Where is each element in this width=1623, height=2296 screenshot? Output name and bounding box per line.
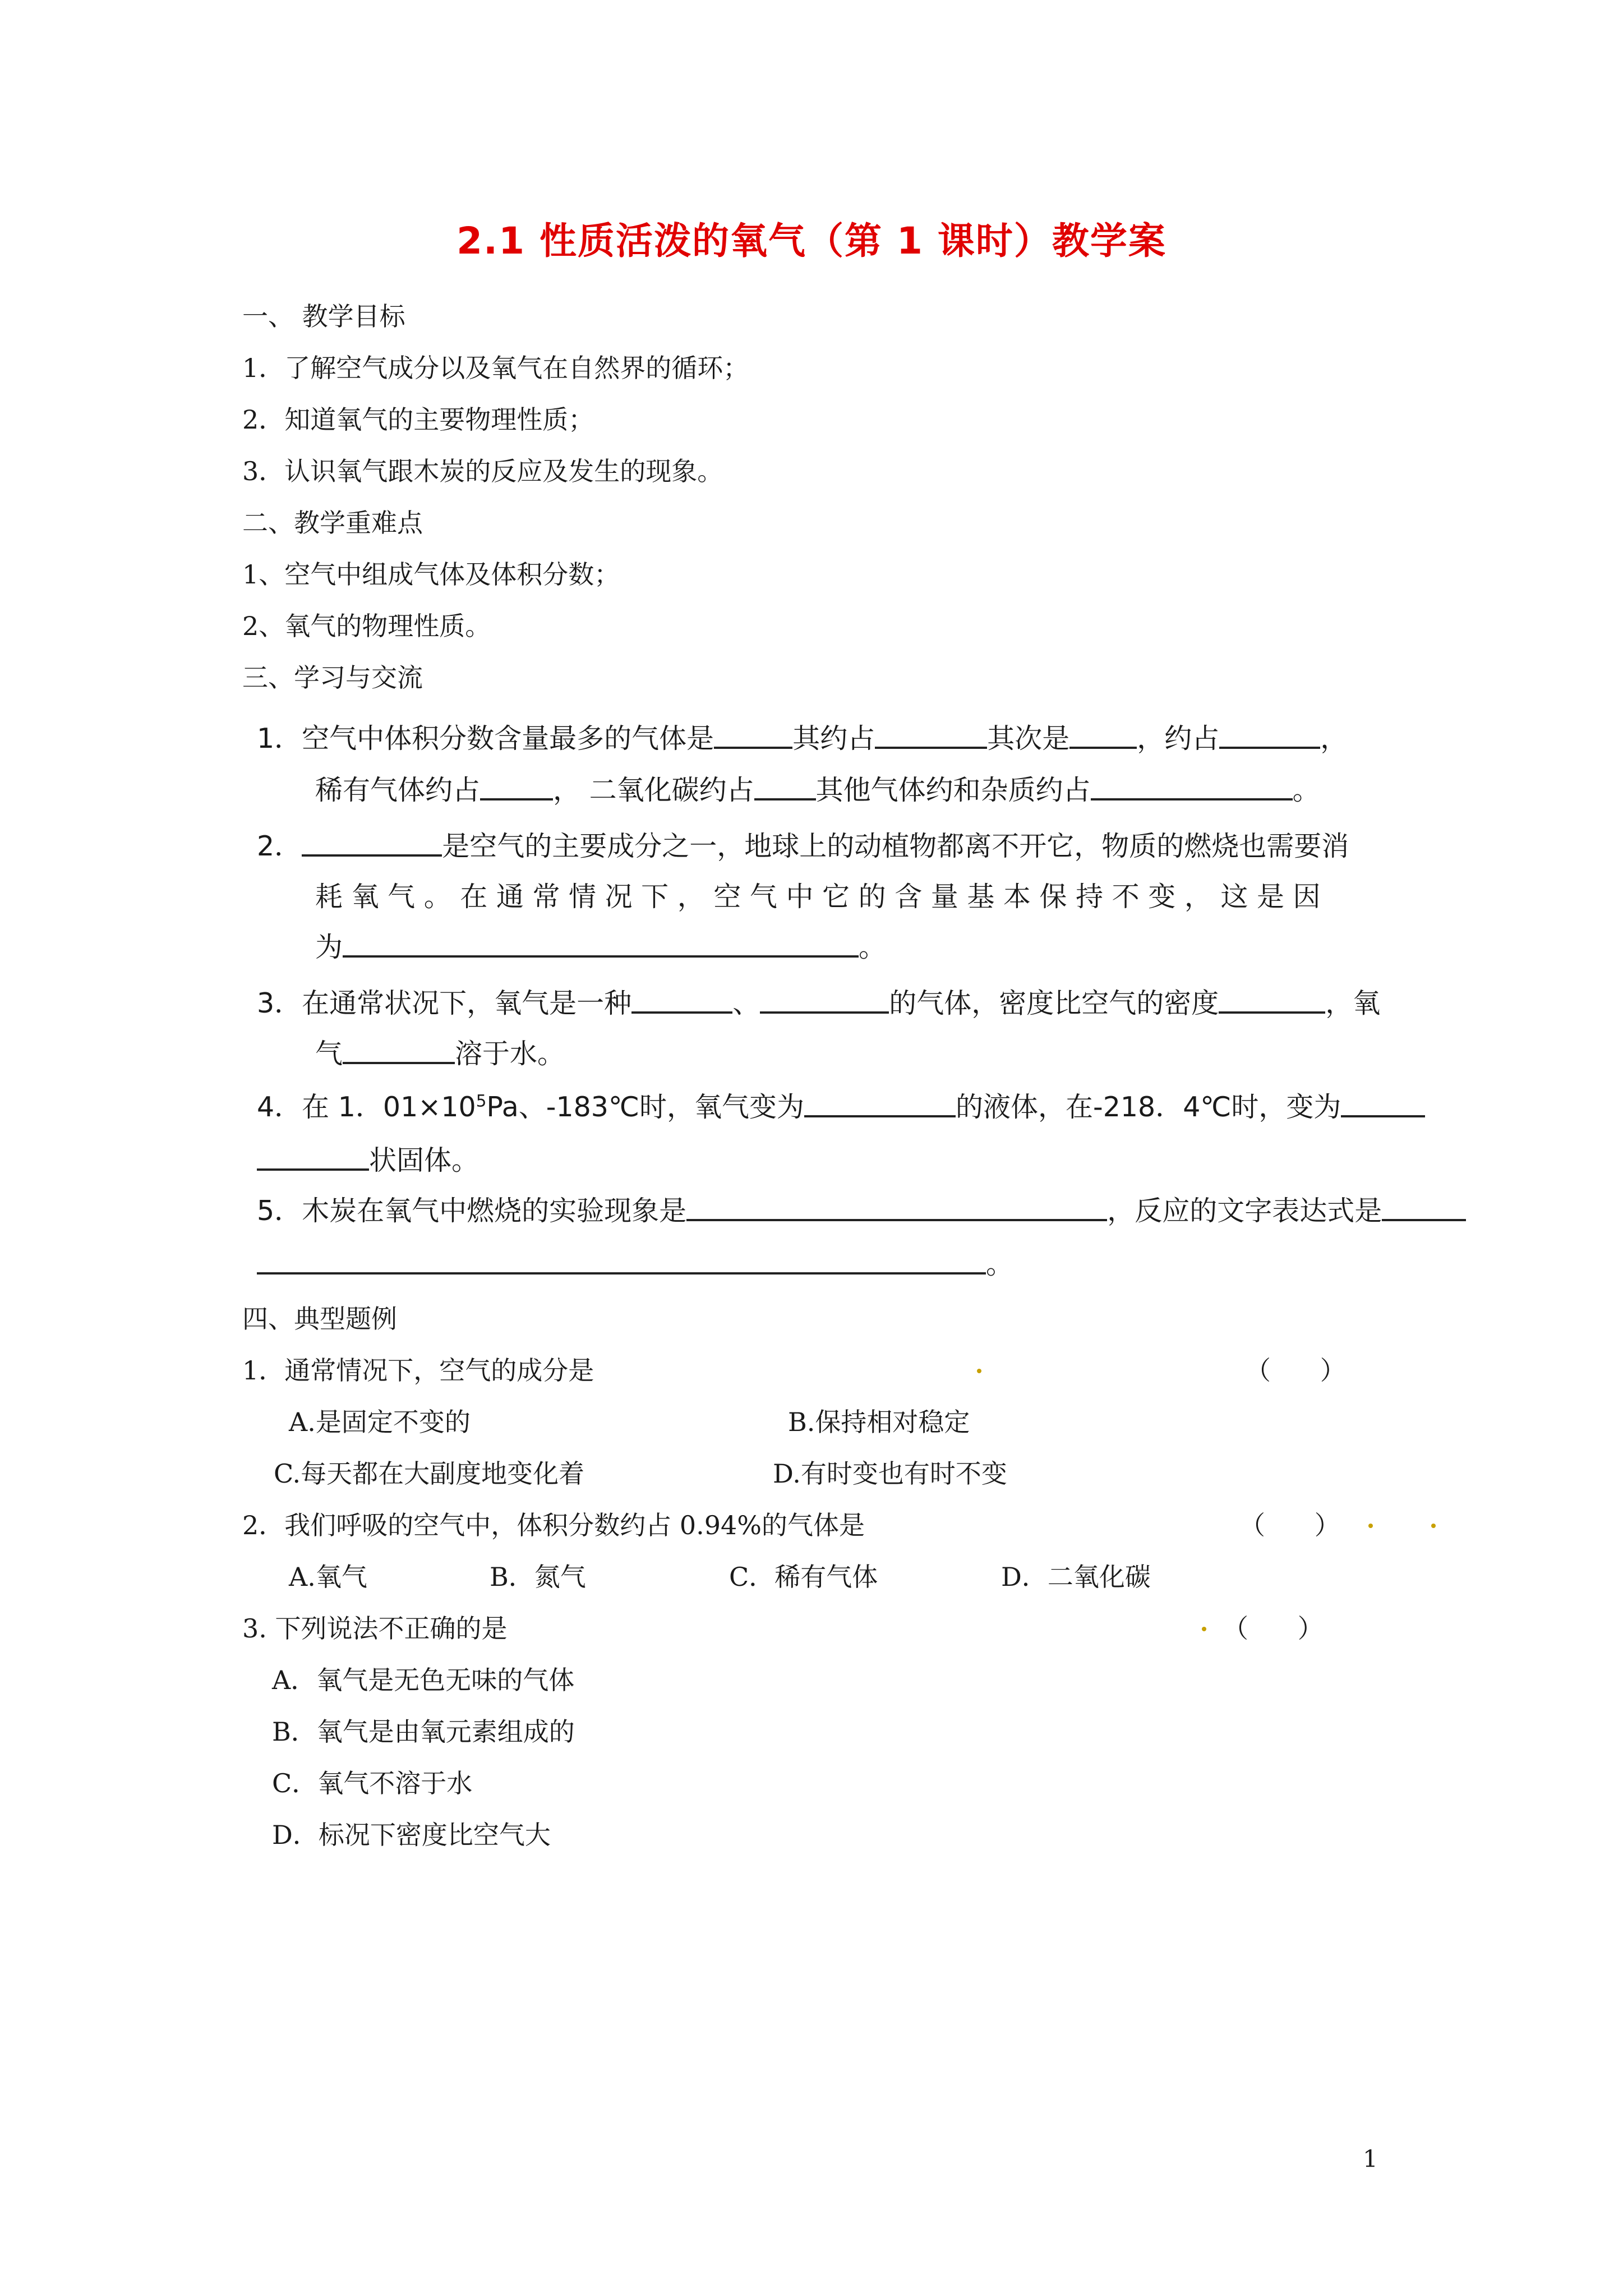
example-question-1: 1．通常情况下，空气的成分是 [242, 1355, 594, 1386]
option-a[interactable]: A.氧气 [289, 1562, 367, 1592]
study-q1-text: 其他气体约和杂质约占 [815, 774, 1091, 806]
fill-blank[interactable] [714, 719, 792, 749]
study-q5-text: 。 [986, 1248, 1014, 1280]
fill-blank[interactable] [804, 1088, 956, 1117]
page-number: 1 [1363, 2145, 1378, 2173]
study-question-2-line-1 [257, 825, 1349, 864]
goal-item: 3．认识氧气跟木炭的反应及发生的现象。 [242, 456, 723, 486]
fill-blank[interactable] [1219, 984, 1325, 1014]
fill-blank[interactable] [1382, 1191, 1466, 1221]
study-question-5-line-1 [257, 1189, 1466, 1228]
section-heading-examples: 四、典型题例 [242, 1304, 397, 1334]
fill-blank[interactable] [760, 984, 889, 1014]
example-question-3: 3. 下列说法不正确的是 [242, 1613, 508, 1644]
option-d[interactable]: D．二氧化碳 [1001, 1562, 1151, 1592]
fill-blank[interactable] [875, 719, 987, 749]
option-d[interactable]: D.有时变也有时不变 [773, 1458, 1007, 1489]
section-heading-goals: 一、 教学目标 [242, 301, 405, 332]
key-point-item: 1、空气中组成气体及体积分数； [242, 559, 620, 590]
study-q3-text: 气 [315, 1038, 343, 1070]
example-question-2: 2．我们呼吸的空气中，体积分数约占 0.94%的气体是 [242, 1510, 865, 1540]
goal-item: 1．了解空气成分以及氧气在自然界的循环； [242, 353, 749, 383]
study-q1-text: 其次是 [987, 723, 1070, 754]
study-q5-text: 5．木炭在氧气中燃烧的实验现象是 [257, 1195, 687, 1227]
fill-blank[interactable] [686, 1191, 1107, 1221]
study-q3-text: 、 [732, 987, 760, 1019]
study-q4-text: 的液体，在-218．4℃时，变为 [956, 1091, 1341, 1123]
study-question-4-line-2 [257, 1139, 479, 1178]
study-question-3-line-1 [257, 982, 1380, 1021]
study-q4-superscript: 5 [476, 1091, 487, 1111]
goal-item: 2．知道氧气的主要物理性质； [242, 404, 594, 435]
study-question-1-line-1 [257, 717, 1348, 756]
page-title: 2.1 性质活泼的氧气（第 1 课时）教学案 [457, 219, 1166, 263]
fill-blank[interactable] [480, 771, 553, 800]
option-c[interactable]: C．稀有气体 [729, 1562, 878, 1592]
decorative-dot [1202, 1627, 1206, 1631]
fill-blank[interactable] [1069, 719, 1137, 749]
fill-blank[interactable] [1091, 771, 1293, 800]
study-q2-text: 为 [315, 931, 343, 963]
option-c[interactable]: C.每天都在大副度地变化着 [274, 1458, 585, 1489]
decorative-dot [1368, 1524, 1373, 1528]
study-q1-text: ，约占 [1137, 723, 1220, 754]
option-d[interactable]: D．标况下密度比空气大 [272, 1820, 551, 1850]
study-q1-text: 其约占 [792, 723, 875, 754]
fill-blank[interactable] [257, 1141, 369, 1171]
study-q5-text: ，反应的文字表达式是 [1107, 1195, 1382, 1227]
section-heading-key-points: 二、教学重难点 [242, 508, 423, 538]
fill-blank[interactable] [631, 984, 732, 1014]
fill-blank[interactable] [343, 1034, 455, 1064]
study-q1-text: 稀有气体约占 [315, 774, 481, 806]
study-q1-text: ， 二氧化碳约占 [553, 774, 754, 806]
study-question-2-line-2: 耗 氧 气 。 在 通 常 情 况 下 ， 空 气 中 它 的 含 量 基 本 保 持 不 变 ， 这 是 因 [315, 881, 1321, 913]
study-q4-text: 4．在 1．01×10 [257, 1091, 476, 1123]
fill-blank[interactable] [754, 771, 816, 800]
study-q4-text: 状固体。 [369, 1144, 479, 1176]
study-q4-text: Pa、-183℃时，氧气变为 [486, 1091, 805, 1123]
answer-bracket[interactable]: （ ） [1223, 1613, 1324, 1644]
option-b[interactable]: B．氧气是由氧元素组成的 [272, 1717, 575, 1747]
option-a[interactable]: A.是固定不变的 [289, 1407, 471, 1437]
fill-blank[interactable] [302, 827, 442, 857]
decorative-dot [1431, 1524, 1436, 1528]
decorative-dot [977, 1369, 981, 1373]
study-question-1-line-2 [315, 769, 1320, 808]
study-question-5-line-2 [257, 1243, 1013, 1282]
answer-bracket[interactable]: （ ） [1239, 1510, 1340, 1540]
study-question-4-line-1 [257, 1085, 1425, 1125]
fill-blank[interactable] [1219, 719, 1320, 749]
option-b[interactable]: B.保持相对稳定 [788, 1407, 970, 1437]
section-heading-study: 三、学习与交流 [242, 662, 423, 693]
study-q3-text: ，氧 [1325, 987, 1381, 1019]
study-q2-text: 是空气的主要成分之一，地球上的动植物都离不开它，物质的燃烧也需要消 [442, 830, 1349, 862]
key-point-item: 2、氧气的物理性质。 [242, 611, 491, 641]
option-b[interactable]: B．氮气 [490, 1562, 586, 1592]
fill-blank[interactable] [257, 1245, 986, 1274]
option-a[interactable]: A．氧气是无色无味的气体 [272, 1665, 575, 1695]
study-q3-text: 的气体，密度比空气的密度 [889, 987, 1219, 1019]
option-c[interactable]: C．氧气不溶于水 [272, 1768, 473, 1798]
study-q1-text: 1．空气中体积分数含量最多的气体是 [257, 723, 714, 754]
fill-blank[interactable] [1341, 1088, 1425, 1117]
fill-blank[interactable] [343, 928, 859, 958]
answer-bracket[interactable]: （ ） [1245, 1355, 1346, 1386]
study-q3-text: 溶于水。 [455, 1038, 565, 1070]
study-q1-text: 。 [1292, 774, 1320, 806]
study-q3-text: 3．在通常状况下，氧气是一种 [257, 987, 632, 1019]
study-question-2-line-3 [315, 926, 886, 965]
study-q2-text: 2． [257, 830, 302, 862]
study-q2-text: 。 [859, 931, 887, 963]
study-q1-text: ， [1320, 723, 1348, 754]
study-question-3-line-2 [315, 1032, 565, 1071]
